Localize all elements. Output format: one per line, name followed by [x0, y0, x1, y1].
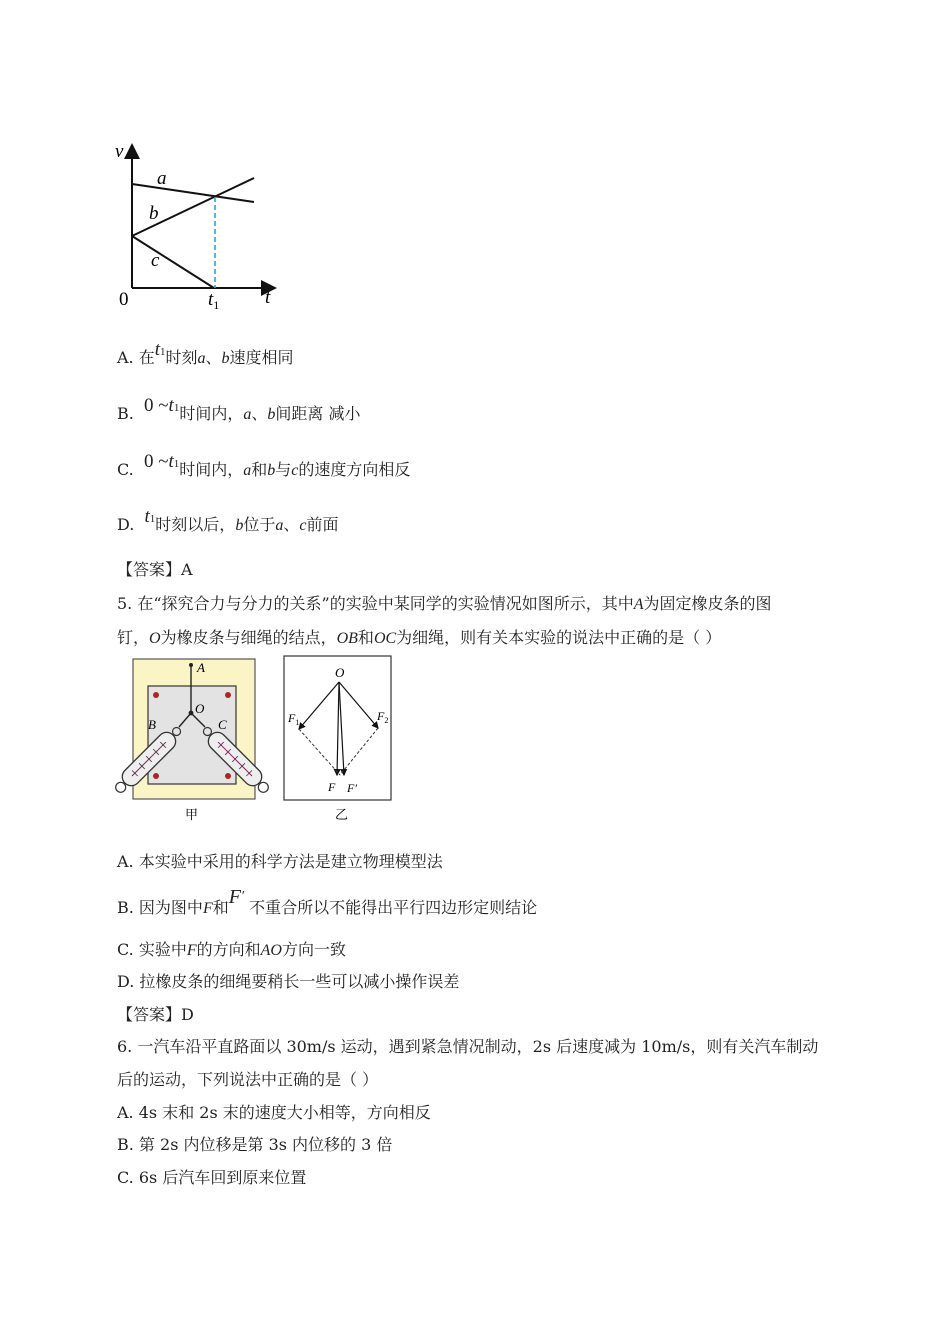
q5-option-b: B. 因为图中F和F′ 不重合所以不能得出平行四边形定则结论: [117, 886, 538, 917]
q6-stem-line2: 后的运动，下列说法中正确的是（ ）: [117, 1070, 379, 1089]
vt-graph: [105, 135, 295, 315]
figure-yi: [283, 655, 395, 825]
q6-option-c: C. 6s 后汽车回到原来位置: [117, 1168, 307, 1187]
q4-answer: 【答案】A: [117, 560, 193, 579]
t1-label: $t_1$: [208, 289, 220, 312]
label-c: c: [151, 250, 160, 271]
q5-option-d: D. 拉橡皮条的细绳要稍长一些可以减小操作误差: [117, 972, 460, 991]
svg-text:乙: 乙: [335, 807, 349, 822]
q5-stem-line1: 5. 在“探究合力与分力的关系”的实验中某同学的实验情况如图所示，其中A为固定橡皮条的图: [117, 594, 772, 613]
figure-jia: [115, 655, 275, 825]
svg-text:C: C: [218, 717, 227, 732]
label-b: b: [149, 203, 159, 224]
svg-text:A: A: [197, 660, 205, 675]
q4-option-a: A. 在t1时刻a、b速度相同: [117, 339, 294, 367]
origin-label: 0: [119, 289, 129, 310]
q5-option-a: A. 本实验中采用的科学方法是建立物理模型法: [117, 852, 443, 871]
q6-option-b: B. 第 2s 内位移是第 3s 内位移的 3 倍: [117, 1135, 393, 1154]
svg-text:F2: $F_2$: [377, 709, 389, 725]
svg-text:B: B: [148, 717, 156, 732]
svg-text:F1: $F_1$: [288, 711, 300, 727]
svg-text:O: O: [335, 665, 345, 680]
svg-text:O: O: [195, 701, 205, 716]
q4-option-b: B. 0 ~t1时间内，a、b间距离 减小: [117, 395, 361, 423]
label-a: a: [157, 168, 167, 189]
svg-text:F: F: [328, 780, 336, 794]
line-c: [132, 236, 214, 288]
q6-stem-line1: 6. 一汽车沿平直路面以 30m/s 运动，遇到紧急情况制动，2s 后速度减为 10m/s，则有关汽车制动: [117, 1037, 819, 1056]
q5-answer: 【答案】D: [117, 1005, 194, 1024]
svg-text:F′: F′: [347, 781, 357, 795]
q5-option-c: C. 实验中F的方向和AO方向一致: [117, 940, 346, 959]
q6-option-a: A. 4s 末和 2s 末的速度大小相等，方向相反: [117, 1103, 431, 1122]
q5-stem-line2: 钉，O为橡皮条与细绳的结点，OB和OC为细绳，则有关本实验的说法中正确的是（ ）: [117, 628, 722, 647]
t-label: t: [265, 287, 271, 308]
v-label: v: [115, 141, 124, 162]
svg-text:甲: 甲: [185, 807, 199, 822]
q4-option-d: D. t1时刻以后，b位于a、c前面: [117, 506, 339, 534]
q4-option-c: C. 0 ~t1时间内，a和b与c的速度方向相反: [117, 451, 411, 479]
